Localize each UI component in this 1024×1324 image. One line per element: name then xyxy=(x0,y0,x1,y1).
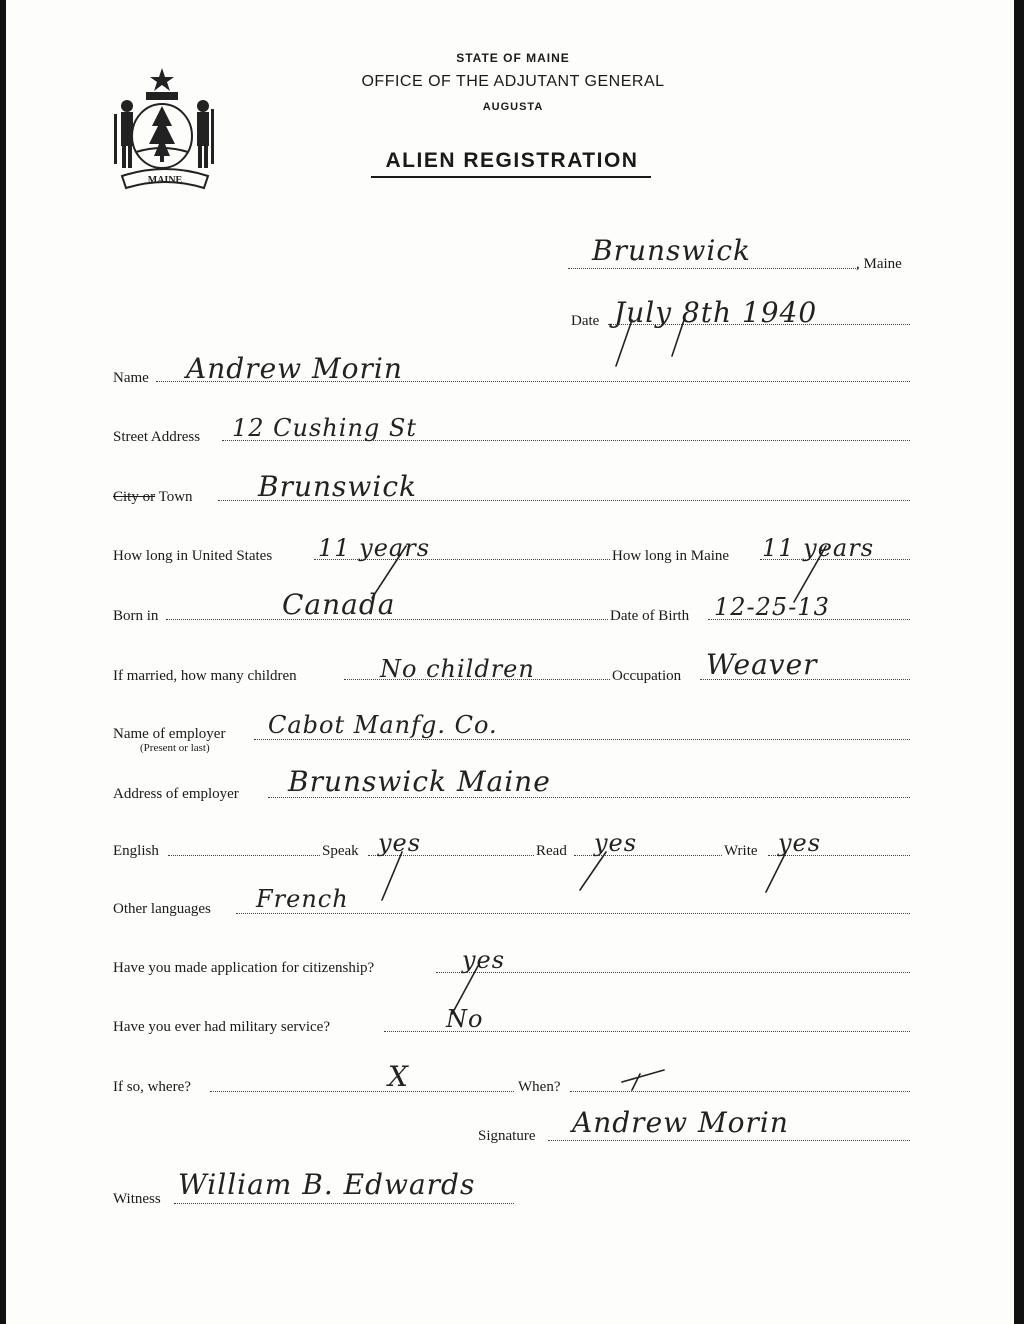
signature-label: Signature xyxy=(478,1128,536,1144)
read-label: Read xyxy=(536,843,567,859)
town-label: Town xyxy=(158,489,193,505)
employer-label: Name of employer xyxy=(113,726,226,742)
city-struck-label: City or xyxy=(113,489,156,505)
dob-entry: 12-25-13 xyxy=(714,593,830,621)
date-ditto-mark xyxy=(616,320,684,366)
citizenship-entry: yes xyxy=(462,946,506,974)
date-entry: July 8th 1940 xyxy=(614,296,818,329)
children-entry: No children xyxy=(380,655,535,683)
witness-entry: William B. Edwards xyxy=(178,1168,476,1201)
other-languages-entry: French xyxy=(256,885,349,913)
when-dash-mark xyxy=(622,1070,664,1090)
employer-entry: Cabot Manfg. Co. xyxy=(268,711,498,739)
name-entry: Andrew Morin xyxy=(186,352,403,385)
how-long-us-entry: 11 years xyxy=(318,534,431,562)
born-in-label: Born in xyxy=(113,608,159,624)
how-long-maine-label: How long in Maine xyxy=(612,548,730,564)
maine-suffix: , Maine xyxy=(856,256,902,272)
street-entry: 12 Cushing St xyxy=(232,414,417,442)
signature-entry: Andrew Morin xyxy=(572,1106,789,1139)
speak-label: Speak xyxy=(322,843,359,859)
employer-sub-label: (Present or last) xyxy=(140,742,210,754)
born-in-entry: Canada xyxy=(282,588,396,621)
seal-text: MAINE xyxy=(147,175,183,186)
witness-label: Witness xyxy=(113,1191,161,1207)
when-label: When? xyxy=(518,1079,561,1095)
write-label: Write xyxy=(724,843,758,859)
ditto-mark-write xyxy=(766,852,786,892)
ditto-mark-maine xyxy=(794,546,826,602)
english-label: English xyxy=(113,843,159,859)
ditto-mark-years xyxy=(372,546,406,598)
header-city: AUGUSTA xyxy=(482,101,544,113)
employer-address-entry: Brunswick Maine xyxy=(288,765,551,798)
if-so-where-label: If so, where? xyxy=(113,1079,191,1095)
children-label: If married, how many children xyxy=(113,668,297,684)
name-label: Name xyxy=(113,370,149,386)
read-entry: yes xyxy=(594,829,638,857)
military-entry: No xyxy=(446,1005,484,1033)
ditto-mark-citizenship xyxy=(452,966,478,1014)
occupation-label: Occupation xyxy=(612,668,682,684)
date-label: Date xyxy=(571,313,600,329)
header-office: OFFICE OF THE ADJUTANT GENERAL xyxy=(361,73,665,90)
town-heading-entry: Brunswick xyxy=(592,234,751,267)
dob-label: Date of Birth xyxy=(610,608,690,624)
occupation-entry: Weaver xyxy=(706,648,818,681)
military-label: Have you ever had military service? xyxy=(113,1019,330,1035)
street-label: Street Address xyxy=(113,429,201,445)
ditto-mark-read xyxy=(580,852,606,890)
ditto-mark-speak xyxy=(382,852,402,900)
header-state: STATE OF MAINE xyxy=(456,51,570,65)
town-entry: Brunswick xyxy=(258,470,417,503)
write-entry: yes xyxy=(778,829,822,857)
where-entry: X xyxy=(388,1060,409,1093)
form-title: ALIEN REGISTRATION xyxy=(385,149,639,172)
employer-address-label: Address of employer xyxy=(113,786,239,802)
how-long-us-label: How long in United States xyxy=(113,548,273,564)
how-long-maine-entry: 11 years xyxy=(762,534,875,562)
citizenship-label: Have you made application for citizenship? xyxy=(113,960,375,976)
speak-entry: yes xyxy=(378,829,422,857)
other-languages-label: Other languages xyxy=(113,901,211,917)
